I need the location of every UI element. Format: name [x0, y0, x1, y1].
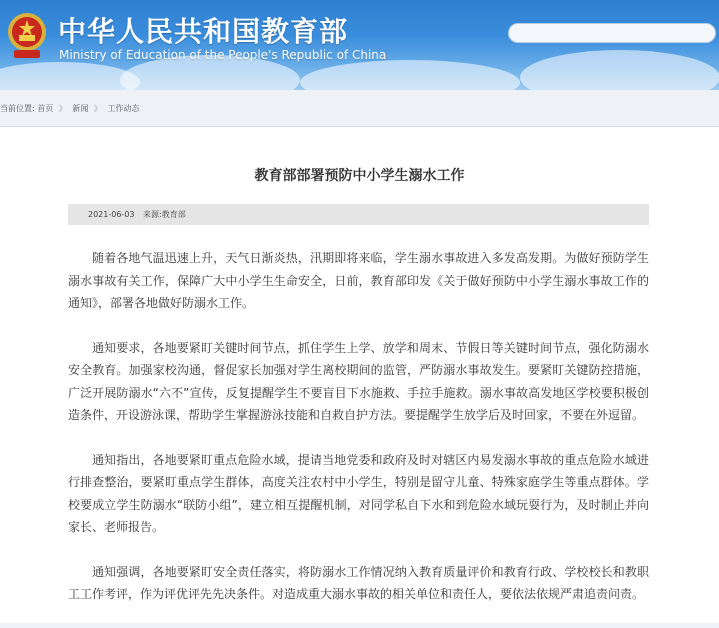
article-date: 2021-06-03 — [88, 210, 135, 219]
article-source: 教育部 — [161, 210, 186, 219]
article-paragraph: 通知指出，各地要紧盯重点危险水域，提请当地党委和政府及时对辖区内易发溺水事故的重点危险水域进行排查整治，要紧盯重点学生群体，高度关注农村中小学生，特别是留守儿童、特殊家庭学生等重点群体。学校要成立学生防溺水“联防小组”，建立相互提醒机制，对同学私自下水和到危险水域玩耍行为，及时制止并向家长、老师报告。 — [68, 452, 649, 534]
site-header — [0, 0, 719, 90]
breadcrumb-separator: 》 — [93, 104, 102, 113]
header-cloud — [0, 62, 140, 90]
article-paragraph: 通知要求，各地要紧盯关键时间节点，抓住学生上学、放学和周末、节假日等关键时间节点，强化防溺水安全教育。加强家校沟通，督促家长加强对学生离校期间的监管，严防溺水事故发生。要紧盯关键防控措施，广泛开展防溺水“六不”宣传，反复提醒学生不要盲目下水施救、手拉手施救。溺水事故高发地区学校要积极创造条件，开设游泳课，帮助学生掌握游泳技能和自救自护方法。要提醒学生放学后及时回家，不要在外逗留。 — [68, 340, 649, 422]
search-box[interactable] — [508, 23, 716, 43]
article-meta-bar — [68, 204, 649, 225]
article-source-label: 来源: — [143, 210, 162, 219]
breadcrumb-work-news-link[interactable]: 工作动态 — [107, 104, 140, 113]
article-paragraph: 通知强调，各地要紧盯安全责任落实，将防溺水工作情况纳入教育质量评价和教育行政、学校校长和教职工工作考评，作为评优评先先决条件。对造成重大溺水事故的相关单位和责任人，要依法依规严肃追责问责。 — [68, 564, 649, 601]
article-body — [68, 247, 649, 628]
breadcrumb-news-link[interactable]: 新闻 — [72, 104, 89, 113]
site-title-cn[interactable]: 中华人民共和国教育部 — [58, 15, 349, 48]
article-panel — [0, 126, 719, 623]
article-title: 教育部部署预防中小学生溺水工作 — [254, 168, 465, 184]
site-title-en: Ministry of Education of the People's Republic of China — [59, 48, 387, 62]
search-input[interactable] — [509, 27, 697, 45]
header-cloud — [520, 50, 719, 90]
header-cloud — [300, 60, 520, 90]
breadcrumb-prefix: 当前位置: — [0, 104, 35, 113]
breadcrumb-separator: 》 — [58, 104, 67, 113]
breadcrumb — [0, 103, 139, 117]
breadcrumb-home-link[interactable]: 首页 — [37, 104, 54, 113]
article-paragraph: 随着各地气温迅速上升，天气日渐炎热，汛期即将来临，学生溺水事故进入多发高发期。为做好预防学生溺水事故有关工作，保障广大中小学生生命安全，日前，教育部印发《关于做好预防中小学生溺水事故工作的通知》，部署各地做好防溺水工作。 — [68, 251, 649, 310]
national-emblem-icon[interactable] — [6, 8, 48, 60]
